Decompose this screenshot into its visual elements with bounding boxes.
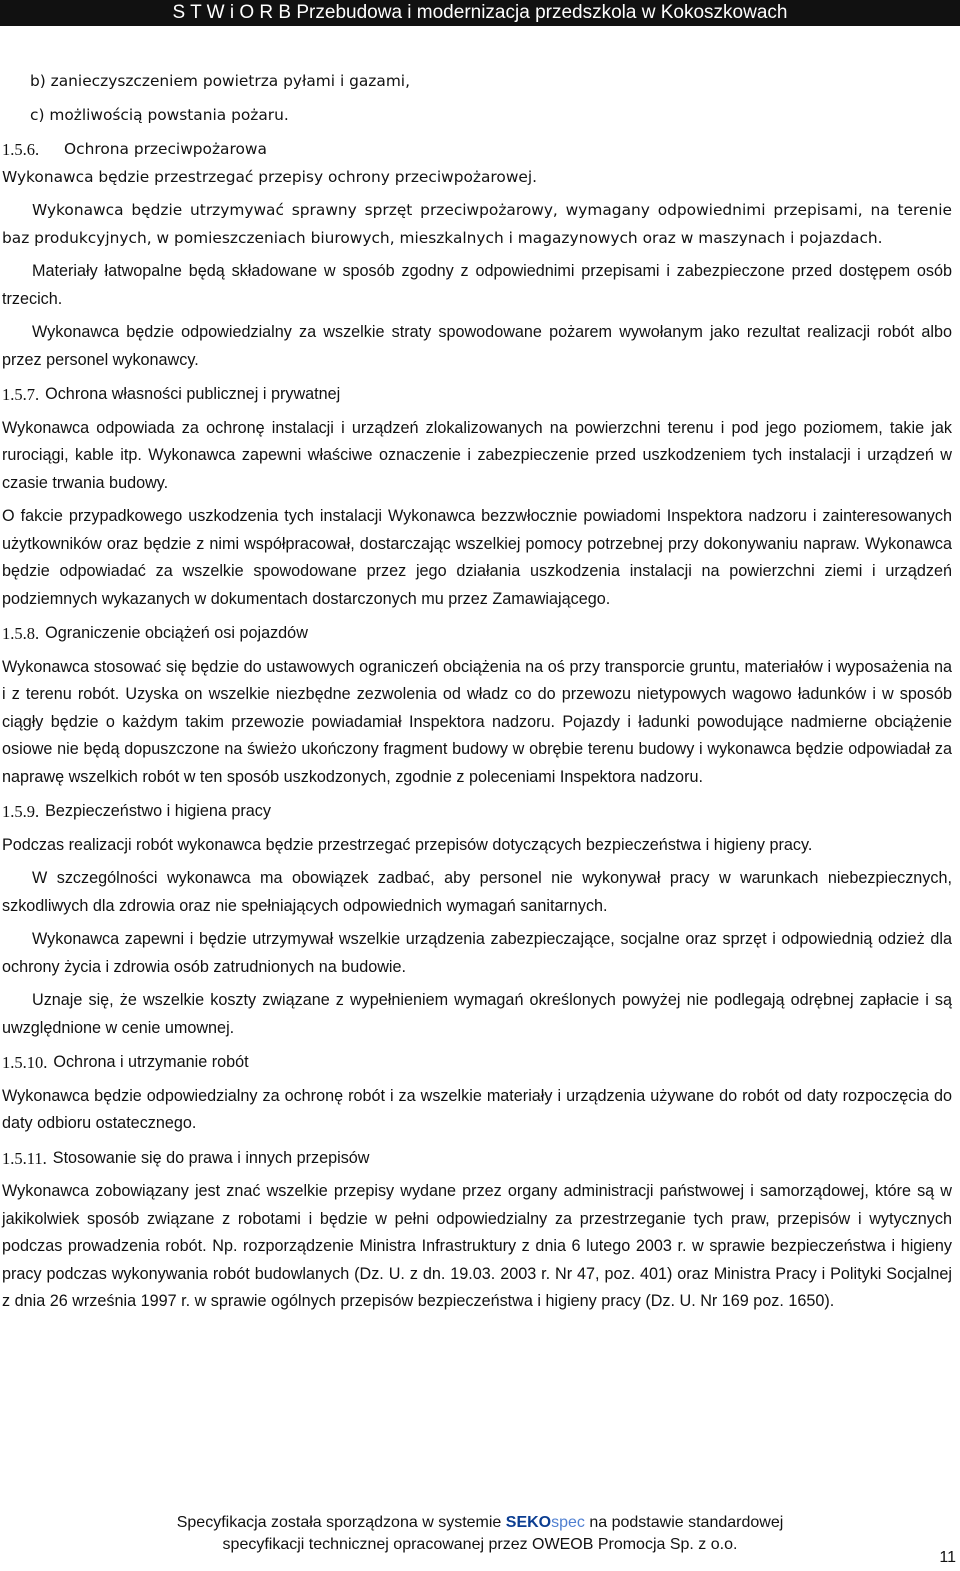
section-title: Ochrona i utrzymanie robót	[53, 1053, 249, 1071]
section-heading-1-5-7	[2, 381, 952, 409]
section-number: 1.5.9.	[2, 802, 40, 821]
section-title: Ochrona przeciwpożarowa	[64, 140, 267, 158]
paragraph: O fakcie przypadkowego uszkodzenia tych instalacji Wykonawca bezzwłocznie powiadomi Inspektora nadzoru i zainteresowanych użytkowników oraz będzie z nimi współpracował, dostarczając wszelkiej pomocy potrzebnej przy dokonywaniu napraw. Wykonawca będzie odpowiadać za wszelkie spowodowane przez jego działania uszkodzenia instalacji na powierzchni ziemi i urządzeń podziemnych wykazanych w dokumentach dostarczonych mu przez Zamawiającego.	[2, 507, 952, 608]
list-item-c: c) możliwością powstania pożaru.	[30, 105, 289, 124]
paragraph: Wykonawca odpowiada za ochronę instalacji i urządzeń zlokalizowanych na powierzchni terenu i pod jego poziomem, takie jak rurociągi, kable itp. Wykonawca zapewni właściwe oznaczenie i zabezpieczenie przed uszkodzeniem tych instalacji i urządzeń w czasie trwania budowy.	[2, 418, 952, 492]
list-item-b: b) zanieczyszczeniem powietrza pyłami i gazami,	[30, 72, 410, 90]
section-heading-1-5-9	[2, 798, 952, 826]
section-heading-1-5-6	[2, 136, 952, 164]
section-heading-1-5-11	[2, 1145, 952, 1173]
paragraph: Wykonawca będzie odpowiedzialny za wszelkie straty spowodowane pożarem wywołanym jako rezultat realizacji robót albo przez personel wykonawcy.	[2, 323, 952, 369]
footer-line-1	[0, 1512, 960, 1534]
sekospec-logo	[506, 1514, 585, 1531]
section-number: 1.5.7.	[2, 385, 40, 404]
section-number: 1.5.11.	[2, 1148, 47, 1168]
section-number: 1.5.6.	[2, 140, 40, 159]
sekospec-logo-part-a: SEKO	[505, 1514, 552, 1531]
footer-suffix: na podstawie standardowej	[589, 1514, 784, 1531]
sekospec-logo-part-b: spec	[551, 1514, 585, 1531]
section-heading-1-5-10	[2, 1049, 952, 1077]
paragraph: W szczególności wykonawca ma obowiązek zadbać, aby personel nie wykonywał pracy w warunkach niebezpiecznych, szkodliwych dla zdrowia oraz nie spełniających odpowiednich wymagań sanitarnych.	[2, 869, 952, 915]
paragraph: Wykonawca będzie przestrzegać przepisy ochrony przeciwpożarowej.	[2, 167, 538, 186]
footer-prefix: Specyfikacja została sporządzona w systemie	[176, 1514, 502, 1531]
section-title: Stosowanie się do prawa i innych przepisów	[52, 1148, 370, 1167]
document-body	[2, 68, 952, 1316]
section-number: 1.5.8.	[2, 624, 40, 643]
section-title: Bezpieczeństwo i higiena pracy	[45, 802, 271, 820]
paragraph: Wykonawca zapewni i będzie utrzymywał wszelkie urządzenia zabezpieczające, socjalne oraz sprzęt i odpowiednią odzież dla ochrony życia i zdrowia osób zatrudnionych na budowie.	[2, 930, 952, 976]
section-title: Ograniczenie obciążeń osi pojazdów	[45, 624, 308, 642]
paragraph: Wykonawca zobowiązany jest znać wszelkie przepisy wydane przez organy administracji państwowej i samorządowej, które są w jakikolwiek sposób związane z robotami i będzie w pełni odpowiedzialny za przestrzeganie tych praw, przepisów i wytycznych podczas prowadzenia robót. Np. rozporządzenie Ministra Infrastruktury z dnia 6 lutego 2003 r. w sprawie bezpieczeństwa i higieny pracy podczas wykonywania robót budowlanych (Dz. U. z dn. 19.03. 2003 r. Nr 47, poz. 401) oraz Ministra Pracy i Polityki Socjalnej z dnia 26 września 1997 r. w sprawie ogólnych przepisów bezpieczeństwa i higieny pracy (Dz. U. Nr 169 poz. 1650).	[2, 1182, 952, 1310]
paragraph: Podczas realizacji robót wykonawca będzie przestrzegać przepisów dotyczących bezpieczeństwa i higieny pracy.	[2, 835, 813, 854]
paragraph: Wykonawca będzie odpowiedzialny za ochronę robót i za wszelkie materiały i urządzenia używane do robót od daty rozpoczęcia do daty odbioru ostatecznego.	[2, 1086, 952, 1132]
section-heading-1-5-8	[2, 620, 952, 648]
footer-line-2: specyfikacji technicznej opracowanej przez OWEOB Promocja Sp. z o.o.	[222, 1536, 738, 1553]
section-title: Ochrona własności publicznej i prywatnej	[45, 385, 341, 403]
paragraph: Wykonawca będzie utrzymywać sprawny sprzęt przeciwpożarowy, wymagany odpowiednimi przepisami, na terenie baz produkcyjnych, w pomieszczeniach biurowych, mieszkalnych i magazynowych oraz w maszynach i pojazdach.	[2, 201, 952, 247]
page-number: 11	[939, 1549, 956, 1566]
document-footer	[0, 1512, 960, 1556]
section-number: 1.5.10.	[2, 1053, 48, 1072]
paragraph: Uznaje się, że wszelkie koszty związane z wypełnieniem wymagań określonych powyżej nie podlegają odrębnej zapłacie i są uwzględnione w cenie umownej.	[2, 991, 952, 1037]
paragraph: Wykonawca stosować się będzie do ustawowych ograniczeń obciążenia na oś przy transporcie gruntu, materiałów i wyposażenia na i z terenu robót. Uzyska on wszelkie niezbędne zezwolenia od władz co do przewozu nietypowych wagowo ładunków i w sposób ciągły będzie o każdym takim przewozie powiadamiał Inspektora nadzoru. Pojazdy i ładunki powodujące nadmierne obciążenie osiowe nie będą dopuszczone na świeżo ukończony fragment budowy w obrębie terenu budowy i wykonawca będzie odpowiadał za naprawę wszelkich robót w ten sposób uszkodzonych, zgodnie z poleceniami Inspektora nadzoru.	[2, 657, 952, 786]
paragraph: Materiały łatwopalne będą składowane w sposób zgodny z odpowiednimi przepisami i zabezpieczone przed dostępem osób trzecich.	[2, 262, 952, 308]
document-header: S T W i O R B Przebudowa i modernizacja przedszkola w Kokoszkowach	[0, 0, 960, 26]
